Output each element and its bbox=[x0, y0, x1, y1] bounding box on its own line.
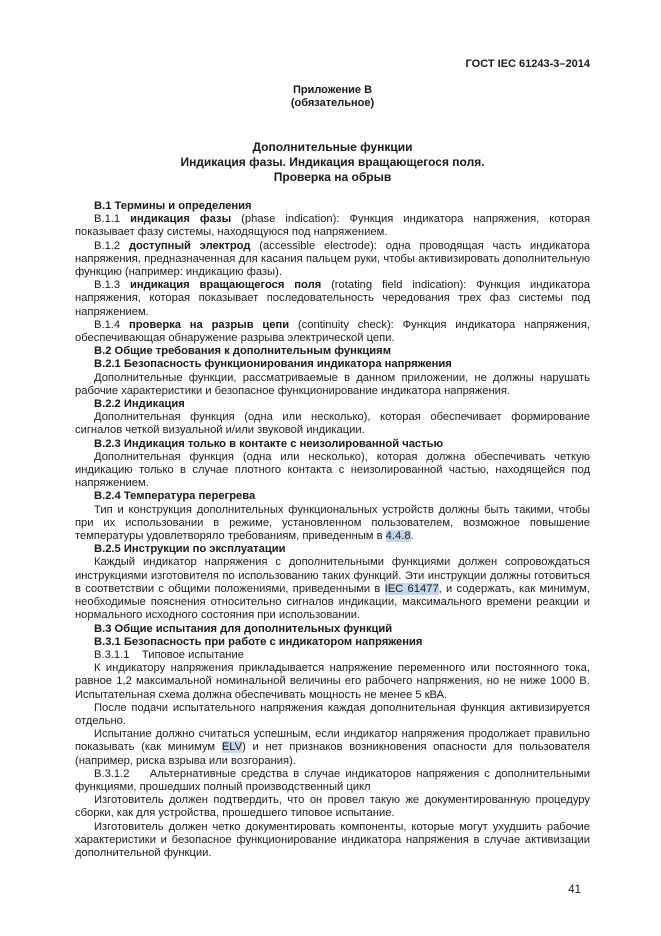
appendix-label: Приложение В bbox=[292, 84, 373, 96]
document-body bbox=[75, 200, 590, 860]
paragraph bbox=[75, 821, 590, 861]
paragraph bbox=[75, 728, 590, 768]
cross-reference-link[interactable]: 4.4.8 bbox=[385, 530, 411, 543]
title-line-3: Проверка на обрыв bbox=[273, 170, 392, 184]
text-run: Изготовитель должен четко документировать компоненты, которые могут ухудшить рабочие характеристики и безопасное функционирование индикатора напряжения в случае активизации дополнительной функции. bbox=[75, 820, 590, 859]
text-run: Дополнительная функция (одна или несколько), которая должна обеспечивать четкую индикацию только в случае плотного контакта с неизолированной частью, находящейся под напряжением. bbox=[75, 450, 590, 490]
text-run: В.1.3 bbox=[94, 279, 130, 292]
cross-reference-link[interactable]: IEC 61477 bbox=[384, 582, 439, 595]
paragraph bbox=[75, 768, 590, 794]
text-run: . bbox=[410, 530, 414, 543]
text-run: индикация вращающегося поля bbox=[129, 279, 322, 292]
text-run: Дополнительная функция (одна или несколько), которая обеспечивает формирование сигналов четкой визуальной и/или звуковой индикации. bbox=[75, 411, 590, 437]
text-run: В.3.1 Безопасность при работе с индикатором напряжения bbox=[94, 635, 423, 648]
section-heading bbox=[75, 623, 590, 636]
section-heading bbox=[75, 490, 590, 503]
appendix-type: (обязательное) bbox=[290, 97, 375, 109]
paragraph bbox=[75, 319, 590, 345]
page-number: 41 bbox=[568, 884, 581, 896]
text-run: (rotating field indication): Функция индикатора напряжения, которая показывает последовательность чередования трех фаз системы под напряжением. bbox=[75, 279, 590, 318]
text-run: Каждый индикатор напряжения с дополнительными функциями должен сопровождаться инструкциями изготовителя по использованию таких функций. Эти инструкции должны готовиться в соответствии с общими положениями, приведенными в bbox=[75, 556, 590, 595]
text-run: Испытание должно считаться успешным, если индикатор напряжения продолжает правильно показывать (как минимум bbox=[75, 728, 590, 754]
text-run: индикация фазы bbox=[130, 213, 232, 226]
appendix-block bbox=[75, 84, 590, 110]
paragraph bbox=[75, 662, 590, 702]
text-run: В.2.4 Температура перегрева bbox=[94, 490, 256, 503]
text-run: В.2.1 Безопасность функционирования индикатора напряжения bbox=[94, 358, 452, 371]
text-run: проверка на разрыв цепи bbox=[128, 318, 290, 331]
text-run: В.3 Общие испытания для дополнительных функций bbox=[94, 622, 393, 635]
paragraph bbox=[75, 451, 590, 491]
paragraph bbox=[75, 794, 590, 820]
text-run: , и содержать, как минимум, необходимые пояснения относительно сигналов индикации, максимального времени реакции и нормального исходного состояния при использовании. bbox=[75, 582, 590, 622]
text-run: В.3.1.2 Альтернативные средства в случае индикаторов напряжения с дополнительными функциями, прошедших полный производственный цикл bbox=[75, 767, 590, 793]
text-run: К индикатору напряжения прикладывается напряжение переменного или постоянного тока, равное 1,2 максимальной номинальной величины его рабочего напряжения, но не ниже 1000 В. Испытательная схема должна обеспечивать мощность не менее 5 кВА. bbox=[75, 662, 590, 701]
section-heading bbox=[75, 200, 590, 213]
section-heading bbox=[75, 543, 590, 556]
text-run: Тип и конструкция дополнительных функциональных устройств должны быть такими, чтобы при их использовании в режиме, установленном пользователем, возможное повышение температуры удовлетворяло требованиям, приведенным в bbox=[75, 503, 590, 543]
text-run: В.1.2 bbox=[94, 239, 129, 252]
section-heading bbox=[75, 345, 590, 358]
text-run: (accessible electrode): одна проводящая часть индикатора напряжения, предназначенная для касания пальцем руки, чтобы активизировать дополнительную функцию (например: индикацию фазы). bbox=[75, 239, 590, 279]
section-heading bbox=[75, 398, 590, 411]
text-run: В.1.1 bbox=[94, 213, 131, 226]
text-run: (continuity check): Функция индикатора напряжения, обеспечивающая обнаружение разрыва электрической цепи. bbox=[75, 318, 590, 345]
paragraph bbox=[75, 213, 590, 239]
paragraph bbox=[75, 702, 590, 728]
section-heading bbox=[75, 636, 590, 649]
text-run: После подачи испытательного напряжения каждая дополнительная функция активизируется отдельно. bbox=[75, 701, 590, 727]
cross-reference-link[interactable]: ELV bbox=[221, 741, 243, 754]
text-run: В.1 Термины и определения bbox=[94, 200, 252, 212]
text-run: В.2.2 Индикация bbox=[94, 398, 185, 411]
page-title bbox=[75, 140, 590, 185]
paragraph bbox=[75, 279, 590, 319]
section-heading bbox=[75, 438, 590, 451]
text-run: В.2.3 Индикация только в контакте с неизолированной частью bbox=[94, 437, 444, 450]
text-run: В.2.5 Инструкции по эксплуатации bbox=[94, 543, 286, 556]
text-run: В.2 Общие требования к дополнительным функциям bbox=[94, 345, 391, 358]
paragraph bbox=[75, 504, 590, 544]
text-run: ) и нет признаков возникновения опасности для пользователя (например, риска взрыва или возгорания). bbox=[75, 741, 590, 767]
title-line-1: Дополнительные функции bbox=[252, 140, 413, 154]
paragraph bbox=[75, 649, 590, 662]
text-run: Дополнительные функции, рассматриваемые в данном приложении, не должны нарушать рабочие характеристики и безопасное функционирование индикатора напряжения. bbox=[75, 371, 590, 397]
text-run: В.1.4 bbox=[94, 318, 129, 331]
text-run: Изготовитель должен подтвердить, что он провел такую же документированную процедуру сборки, как для устройства, прошедшего типовое испытание. bbox=[75, 794, 590, 820]
paragraph bbox=[75, 411, 590, 437]
text-run: (phase indication): Функция индикатора напряжения, которая показывает фазу системы, находящуюся под напряжением. bbox=[75, 213, 591, 239]
text-run: В.3.1.1 Типовое испытание bbox=[94, 648, 244, 661]
paragraph bbox=[75, 372, 590, 398]
section-heading bbox=[75, 358, 590, 371]
paragraph bbox=[75, 556, 590, 622]
paragraph bbox=[75, 240, 590, 280]
text-run: доступный электрод bbox=[128, 239, 251, 252]
title-line-2: Индикация фазы. Индикация вращающегося поля. bbox=[180, 155, 485, 169]
doc-number: ГОСТ IEC 61243-3–2014 bbox=[465, 58, 590, 70]
